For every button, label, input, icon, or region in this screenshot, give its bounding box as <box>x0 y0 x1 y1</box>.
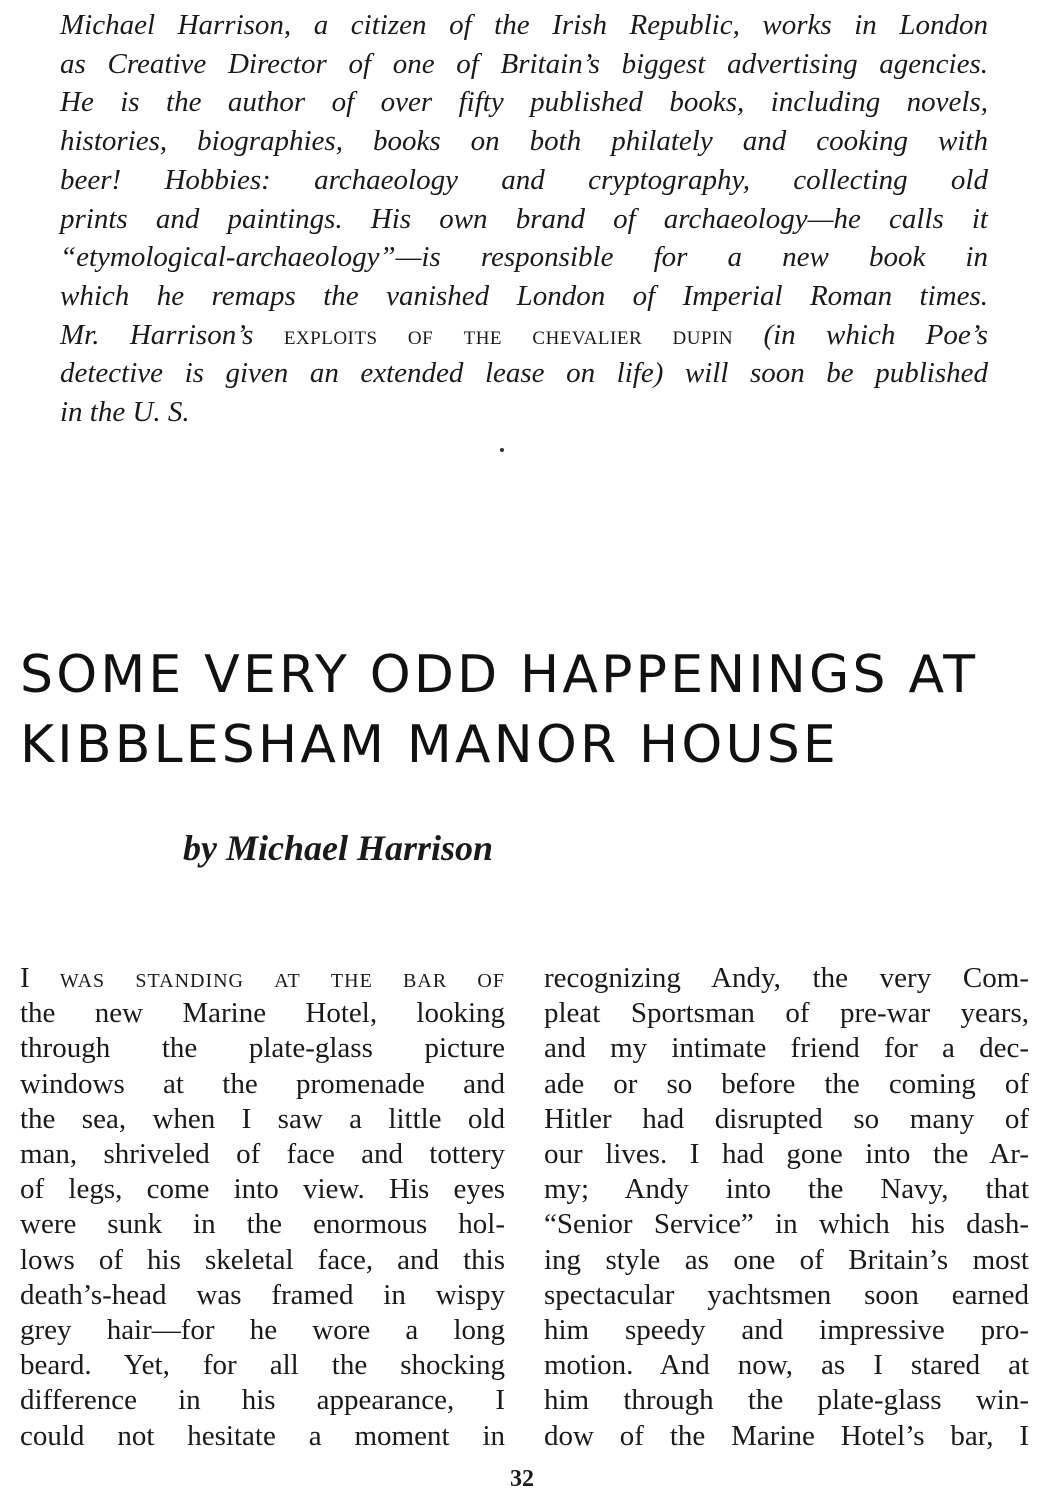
story-title <box>20 640 1030 780</box>
bio-line: “etymological-archaeology”—is responsible for a new book in <box>60 241 988 274</box>
story-line: dow of the Marine Hotel’s bar, I <box>544 1419 1029 1452</box>
story-line: ing style as one of Britain’s most <box>544 1243 1029 1276</box>
bio-line: histories, biographies, books on both philately and cooking with <box>60 125 988 158</box>
bio-line: prints and paintings. His own brand of archaeology—he calls it <box>60 202 988 235</box>
bio-line: He is the author of over fifty published books, including novels, <box>60 86 988 119</box>
story-line: him through the plate-glass win- <box>544 1384 1029 1417</box>
story-line: beard. Yet, for all the shocking <box>20 1349 505 1382</box>
bio-line: in the U. S. <box>60 396 190 429</box>
byline: by Michael Harrison <box>183 828 494 868</box>
story-line: could not hesitate a moment in <box>20 1419 505 1452</box>
story-line: and my intimate friend for a dec- <box>544 1032 1029 1065</box>
bio-line <box>60 316 988 355</box>
story-line: ade or so before the coming of <box>544 1067 1029 1100</box>
story-line: “Senior Service” in which his dash- <box>544 1208 1029 1241</box>
story-line: lows of his skeletal face, and this <box>20 1243 505 1276</box>
bio-text: (in which Poe’s <box>733 318 988 351</box>
bio-line: which he remaps the vanished London of Imperial Roman times. <box>60 279 988 312</box>
story-line: recognizing Andy, the very Com- <box>544 962 1029 994</box>
story-line: our lives. I had gone into the Ar- <box>544 1138 1029 1171</box>
story-line: windows at the promenade and <box>20 1067 505 1100</box>
page-number: 32 <box>510 1466 534 1492</box>
story-title-line-2: KIBBLESHAM MANOR HOUSE <box>20 715 839 775</box>
opening-caps: was standing at the bar of <box>29 962 505 994</box>
story-line <box>20 961 505 996</box>
story-line: man, shriveled of face and tottery <box>20 1138 505 1171</box>
story-line: the sea, when I saw a little old <box>20 1102 505 1135</box>
bio-line: detective is given an extended lease on life) will soon be published <box>60 357 988 390</box>
story-line: the new Marine Hotel, looking <box>20 997 505 1030</box>
story-line: spectacular yachtsmen soon earned <box>544 1278 1029 1311</box>
author-bio <box>60 6 988 432</box>
story-line: him speedy and impressive pro- <box>544 1314 1029 1347</box>
story-line: Hitler had disrupted so many of <box>544 1102 1029 1135</box>
book-title: exploits of the chevalier dupin <box>283 319 734 350</box>
story-line: my; Andy into the Navy, that <box>544 1173 1029 1206</box>
story-line: grey hair—for he wore a long <box>20 1314 505 1347</box>
bio-text: Mr. Harrison’s <box>60 318 284 351</box>
story-line: pleat Sportsman of pre-war years, <box>544 997 1029 1030</box>
story-title-line-1: SOME VERY ODD HAPPENINGS AT <box>20 645 979 705</box>
story-column-right <box>544 961 1029 1454</box>
drop-cap: I <box>20 962 30 994</box>
story-line: through the plate-glass picture <box>20 1032 505 1065</box>
story-column-left <box>20 961 505 1454</box>
story-line: death’s-head was framed in wispy <box>20 1278 505 1311</box>
bio-line: as Creative Director of one of Britain’s biggest advertising agencies. <box>60 47 988 80</box>
story-line: difference in his appearance, I <box>20 1384 505 1417</box>
bio-line: Michael Harrison, a citizen of the Irish Republic, works in London <box>60 9 988 41</box>
story-line: of legs, come into view. His eyes <box>20 1173 505 1206</box>
ornament-dot <box>500 448 504 452</box>
bio-line: beer! Hobbies: archaeology and cryptography, collecting old <box>60 163 988 196</box>
story-line: motion. And now, as I stared at <box>544 1349 1029 1382</box>
story-line: were sunk in the enormous hol- <box>20 1208 505 1241</box>
